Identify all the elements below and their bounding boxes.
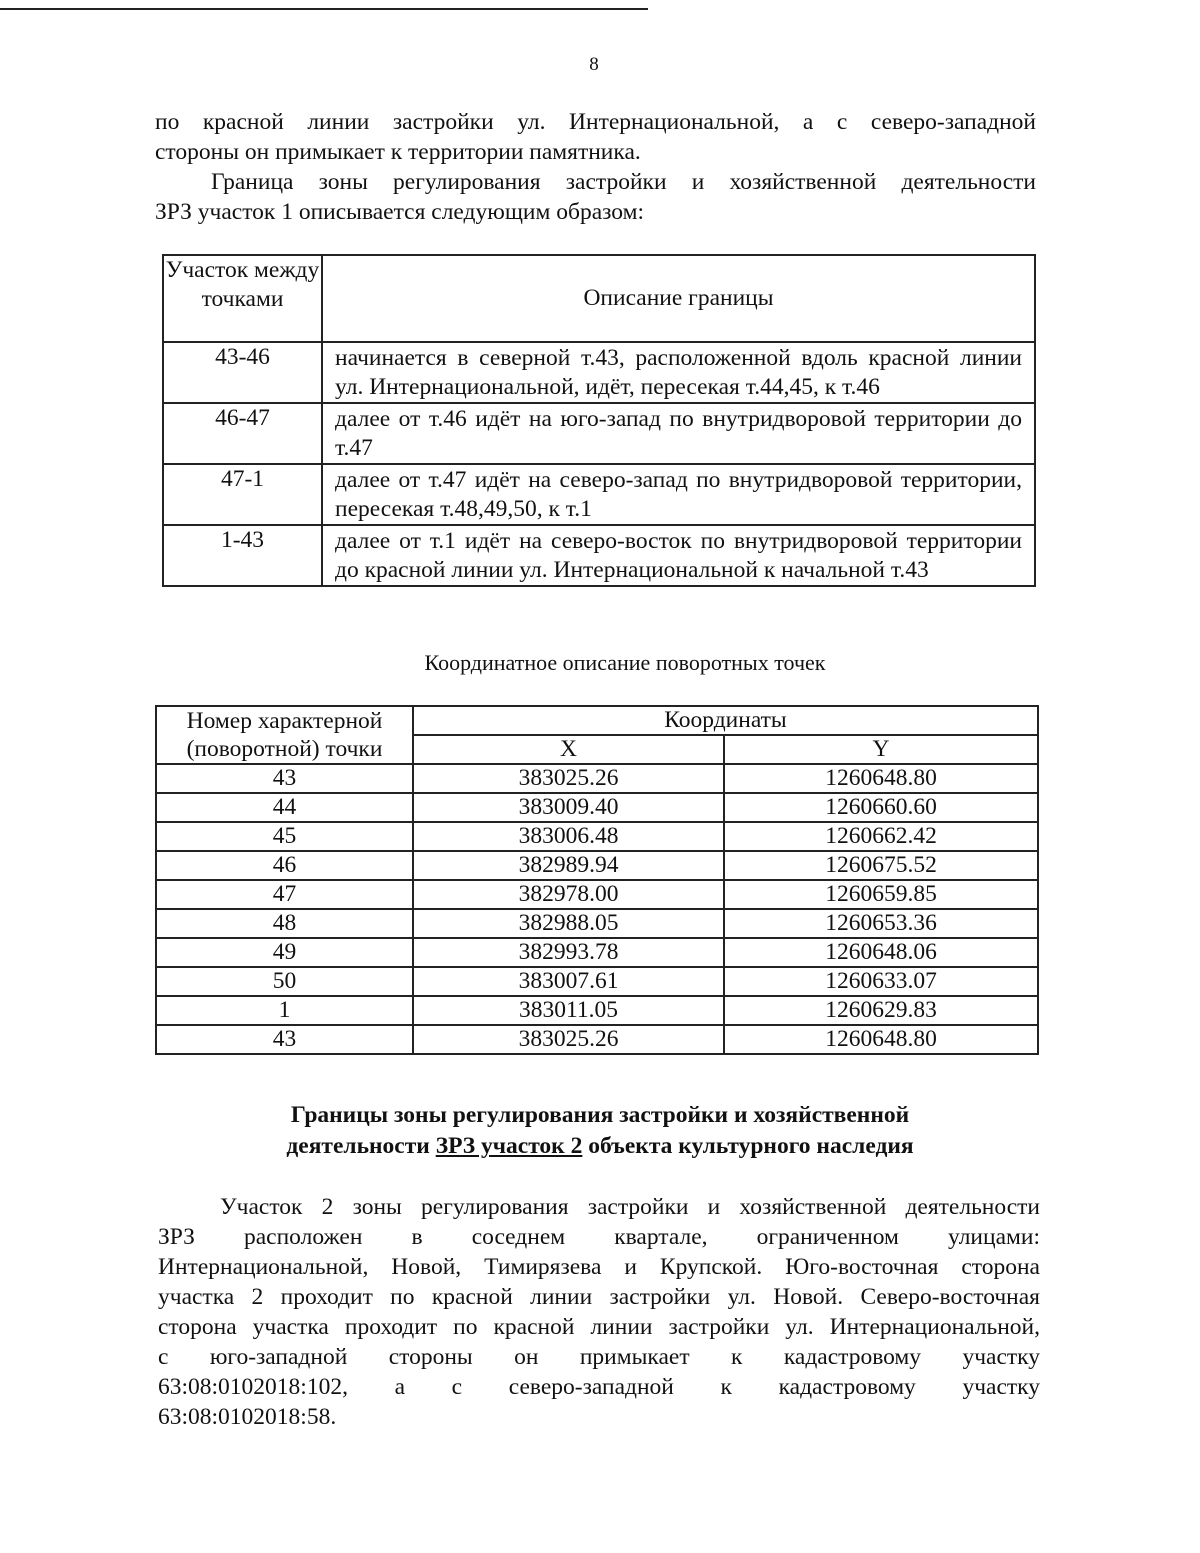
section-heading-line xyxy=(160,1131,1040,1162)
table-row xyxy=(156,793,1038,822)
table-row xyxy=(156,851,1038,880)
segment-cell: 47-1 xyxy=(163,464,322,525)
point-cell: 48 xyxy=(156,909,413,938)
table-row xyxy=(163,342,1035,403)
closing-line: ЗРЗ расположен в соседнем квартале, ограниченном улицами: xyxy=(158,1224,1040,1250)
closing-line: 63:08:0102018:58. xyxy=(158,1404,337,1430)
y-cell: 1260660.60 xyxy=(724,793,1038,822)
closing-line: сторона участка проходит по красной линии застройки ул. Интернациональной, xyxy=(158,1314,1040,1340)
point-cell: 43 xyxy=(156,1025,413,1054)
table-header-row xyxy=(163,255,1035,342)
section-heading-line: Границы зоны регулирования застройки и хозяйственной xyxy=(290,1102,910,1128)
top-rule xyxy=(0,8,648,10)
y-cell: 1260662.42 xyxy=(724,822,1038,851)
y-cell: 1260648.80 xyxy=(724,764,1038,793)
header-segment: Участок между точками xyxy=(163,255,322,342)
table-row xyxy=(156,880,1038,909)
table-row xyxy=(156,1025,1038,1054)
point-cell: 1 xyxy=(156,996,413,1025)
header-y: Y xyxy=(724,735,1038,764)
x-cell: 382989.94 xyxy=(413,851,724,880)
table-row xyxy=(156,938,1038,967)
description-cell: далее от т.1 идёт на северо-восток по внутридворовой территории до красной линии ул. Интернациональной к начальной т.43 xyxy=(322,525,1035,586)
x-cell: 383006.48 xyxy=(413,822,724,851)
section-heading xyxy=(160,1100,1040,1162)
table-row xyxy=(156,764,1038,793)
y-cell: 1260675.52 xyxy=(724,851,1038,880)
x-cell: 383007.61 xyxy=(413,967,724,996)
y-cell: 1260648.06 xyxy=(724,938,1038,967)
segment-cell: 43-46 xyxy=(163,342,322,403)
y-cell: 1260653.36 xyxy=(724,909,1038,938)
coordinates-table xyxy=(155,705,1039,1055)
coords-caption: Координатное описание поворотных точек xyxy=(424,650,826,675)
boundary-description-table xyxy=(162,254,1036,587)
y-cell: 1260629.83 xyxy=(724,996,1038,1025)
x-cell: 382978.00 xyxy=(413,880,724,909)
header-x: X xyxy=(413,735,724,764)
point-cell: 46 xyxy=(156,851,413,880)
table-row xyxy=(163,464,1035,525)
table-row xyxy=(163,525,1035,586)
x-cell: 383025.26 xyxy=(413,764,724,793)
header-description: Описание границы xyxy=(322,255,1035,342)
point-cell: 45 xyxy=(156,822,413,851)
closing-line: участка 2 проходит по красной линии застройки ул. Новой. Северо-восточная xyxy=(158,1284,1040,1310)
intro-paragraph xyxy=(155,107,1036,227)
x-cell: 382988.05 xyxy=(413,909,724,938)
y-cell: 1260659.85 xyxy=(724,880,1038,909)
x-cell: 383011.05 xyxy=(413,996,724,1025)
table-row xyxy=(156,996,1038,1025)
point-cell: 43 xyxy=(156,764,413,793)
x-cell: 383009.40 xyxy=(413,793,724,822)
segment-cell: 1-43 xyxy=(163,525,322,586)
x-cell: 383025.26 xyxy=(413,1025,724,1054)
closing-line: Интернациональной, Новой, Тимирязева и Крупской. Юго-восточная сторона xyxy=(158,1254,1040,1280)
y-cell: 1260633.07 xyxy=(724,967,1038,996)
closing-line: Участок 2 зоны регулирования застройки и хозяйственной деятельности xyxy=(220,1194,1040,1220)
description-cell: начинается в северной т.43, расположенной вдоль красной линии ул. Интернациональной, идёт, пересекая т.44,45, к т.46 xyxy=(322,342,1035,403)
point-cell: 49 xyxy=(156,938,413,967)
table-row xyxy=(156,909,1038,938)
heading-underlined-text: ЗРЗ участок 2 xyxy=(435,1133,583,1159)
intro-line: по красной линии застройки ул. Интернациональной, а с северо-западной xyxy=(155,109,1036,135)
closing-paragraph xyxy=(158,1192,1040,1432)
segment-cell: 46-47 xyxy=(163,403,322,464)
page-number: 8 xyxy=(589,54,599,75)
point-cell: 47 xyxy=(156,880,413,909)
point-cell: 44 xyxy=(156,793,413,822)
table-header-row xyxy=(156,706,1038,735)
heading-text: деятельности xyxy=(286,1133,436,1159)
description-cell: далее от т.46 идёт на юго-запад по внутридворовой территории до т.47 xyxy=(322,403,1035,464)
table-row xyxy=(156,822,1038,851)
header-point: Номер характерной (поворотной) точки xyxy=(156,706,413,764)
x-cell: 382993.78 xyxy=(413,938,724,967)
point-cell: 50 xyxy=(156,967,413,996)
intro-line: Граница зоны регулирования застройки и хозяйственной деятельности xyxy=(211,169,1036,195)
y-cell: 1260648.80 xyxy=(724,1025,1038,1054)
header-coords: Координаты xyxy=(413,706,1038,735)
description-cell: далее от т.47 идёт на северо-запад по внутридворовой территории, пересекая т.48,49,50, к т.1 xyxy=(322,464,1035,525)
table-row xyxy=(163,403,1035,464)
table-row xyxy=(156,967,1038,996)
closing-line: с юго-западной стороны он примыкает к кадастровому участку xyxy=(158,1344,1040,1370)
intro-line: стороны он примыкает к территории памятника. xyxy=(155,139,641,165)
closing-line: 63:08:0102018:102, а с северо-западной к кадастровому участку xyxy=(158,1374,1040,1400)
heading-text: объекта культурного наследия xyxy=(582,1133,914,1159)
intro-line: ЗРЗ участок 1 описывается следующим образом: xyxy=(155,199,644,225)
